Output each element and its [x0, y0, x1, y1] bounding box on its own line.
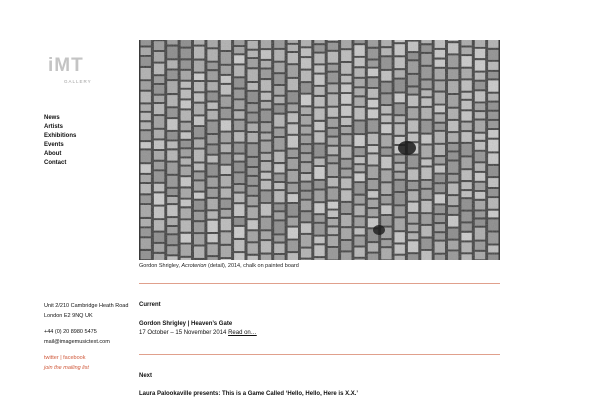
logo-subtitle: GALLERY: [64, 79, 92, 84]
main-nav: [44, 114, 76, 168]
nav-events[interactable]: Events: [44, 142, 64, 148]
current-dates: 17 October – 15 November 2014: [139, 330, 229, 336]
divider: [139, 354, 500, 355]
nav-news[interactable]: News: [44, 115, 60, 121]
mailing-list-link[interactable]: join the mailing list: [44, 364, 89, 371]
current-exhibition: [139, 320, 257, 338]
current-dates-line: [139, 329, 257, 338]
hero-caption: [139, 263, 299, 269]
next-heading: Next: [139, 373, 153, 379]
nav-exhibitions[interactable]: Exhibitions: [44, 133, 77, 139]
caption-artist: Gordon Shrigley,: [139, 263, 182, 269]
caption-title: Acroterion: [181, 263, 207, 269]
nav-contact[interactable]: Contact: [44, 160, 67, 166]
nav-about[interactable]: About: [44, 151, 62, 157]
gallery-logo[interactable]: [48, 56, 98, 84]
address-line-2: London E2 9NQ UK: [44, 312, 93, 319]
current-title[interactable]: Gordon Shrigley | Heaven’s Gate: [139, 321, 233, 327]
next-title[interactable]: Laura Palookaville presents: This is a Game Called ‘Hello, Hello, Here is X.X.’: [139, 391, 359, 397]
social-links[interactable]: twitter | facebook: [44, 355, 86, 361]
email-link[interactable]: mail@imagemusictext.com: [44, 338, 110, 345]
divider: [139, 283, 500, 284]
caption-detail: (detail), 2014, chalk on painted board: [206, 263, 299, 269]
nav-artists[interactable]: Artists: [44, 124, 64, 130]
hero-artwork-image: [139, 40, 500, 260]
current-heading: Current: [139, 302, 161, 308]
phone-number: +44 (0) 20 8980 5475: [44, 329, 97, 335]
address-line-1: Unit 2/210 Cambridge Heath Road: [44, 303, 129, 309]
gallery-address: [44, 302, 128, 373]
logo-wordmark: iMT: [48, 55, 84, 76]
read-on-link[interactable]: Read on…: [228, 330, 257, 336]
